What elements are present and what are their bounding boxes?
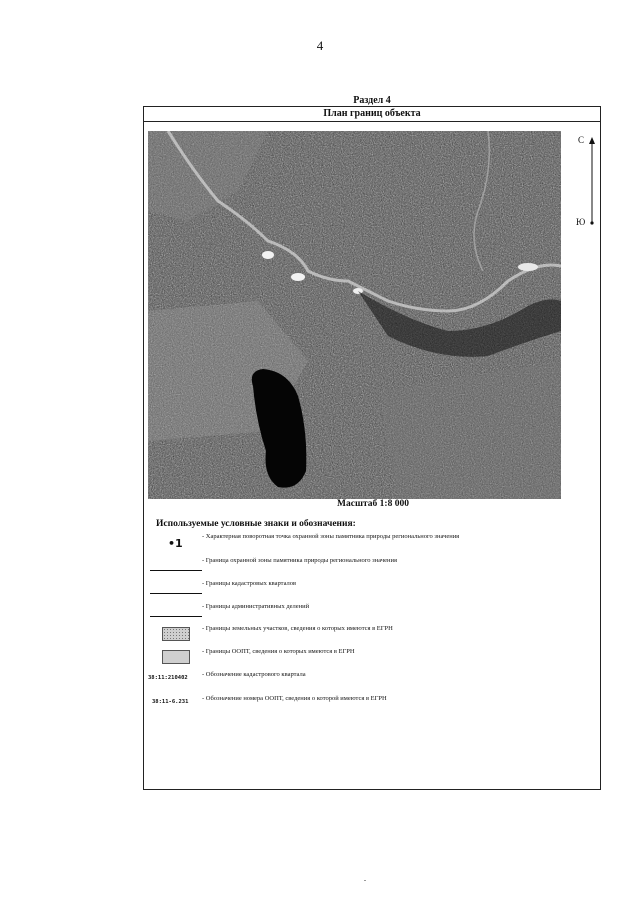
legend-text: - Границы земельных участков, сведения о которых имеются в ЕГРН bbox=[202, 625, 393, 632]
section-title: Раздел 4 bbox=[353, 95, 391, 106]
boundary-point-icon: •1 bbox=[168, 537, 183, 550]
legend-text: - Границы кадастровых кварталов bbox=[202, 580, 297, 587]
legend-item bbox=[144, 603, 602, 625]
legend-text: - Обозначение номера ООПТ, сведения о которой имеются в ЕГРН bbox=[202, 695, 387, 702]
legend-symbol-point bbox=[148, 533, 204, 555]
legend-symbol-line bbox=[148, 580, 204, 602]
plan-title: План границ объекта bbox=[144, 107, 600, 122]
north-arrow-icon bbox=[584, 137, 600, 227]
legend-symbol-line bbox=[148, 557, 204, 579]
scan-speck bbox=[364, 880, 366, 881]
legend-item bbox=[144, 580, 602, 602]
legend-text: - Обозначение кадастрового квартала bbox=[202, 671, 306, 678]
legend-text: - Границы административных делений bbox=[202, 603, 310, 610]
legend-item bbox=[144, 625, 602, 647]
south-label: Ю bbox=[576, 217, 586, 227]
legend-symbol-code bbox=[148, 671, 204, 693]
plan-frame bbox=[143, 106, 601, 790]
legend-symbol-patch bbox=[148, 648, 204, 670]
oopt-code-sample: 38:11-6.231 bbox=[152, 699, 189, 705]
legend-symbol-line bbox=[148, 603, 204, 625]
legend-text: - Границы ООПТ, сведения о которых имеются в ЕГРН bbox=[202, 648, 355, 655]
legend-symbol-code bbox=[148, 695, 204, 717]
legend-item bbox=[144, 695, 602, 717]
legend-title: Используемые условные знаки и обозначения: bbox=[156, 519, 356, 529]
cadastral-code-sample: 38:11:210402 bbox=[148, 675, 188, 681]
satellite-map-image bbox=[148, 131, 561, 499]
satellite-map bbox=[148, 131, 561, 499]
legend-item bbox=[144, 671, 602, 693]
legend-item bbox=[144, 533, 602, 555]
legend-symbol-patch bbox=[148, 625, 204, 647]
page-number: 4 bbox=[316, 38, 324, 53]
map-scale: Масштаб 1:8 000 bbox=[337, 499, 409, 509]
legend-item bbox=[144, 648, 602, 670]
north-label: С bbox=[578, 135, 585, 145]
legend-text: - Граница охранной зоны памятника природы регионального значения bbox=[202, 557, 397, 564]
legend-text: - Характерная поворотная точка охранной зоны памятника природы регионального значения bbox=[202, 533, 460, 540]
legend-item bbox=[144, 557, 602, 579]
